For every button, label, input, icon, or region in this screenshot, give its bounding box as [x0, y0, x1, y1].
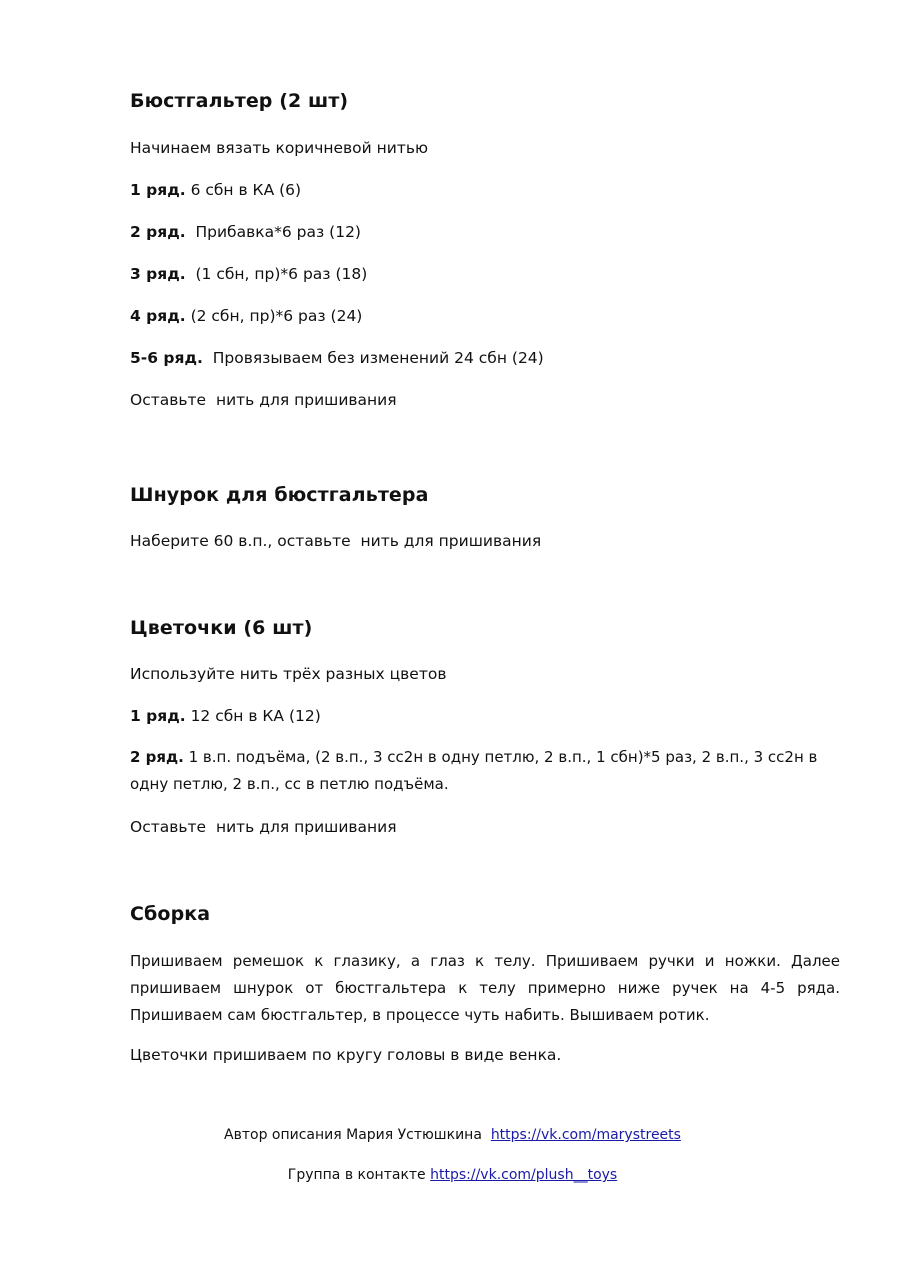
assembly-paragraph-2: Цветочки пришиваем по кругу головы в виде венка.	[130, 1046, 562, 1064]
bra-intro: Начинаем вязать коричневой нитью	[130, 139, 429, 157]
row-label: 1 ряд.	[130, 707, 186, 725]
row-text: (1 сбн, пр)*6 раз (18)	[185, 265, 368, 283]
row-text: 6 сбн в КА (6)	[185, 181, 302, 199]
section-title-flowers: Цветочки (6 шт)	[130, 617, 313, 639]
row-label: 2 ряд.	[130, 748, 184, 766]
flowers-row-1	[130, 707, 321, 725]
flowers-row-2	[130, 744, 840, 798]
row-text: Провязываем без изменений 24 сбн (24)	[202, 349, 544, 367]
section-title-assembly: Сборка	[130, 903, 211, 925]
section-title-bra: Бюстгальтер (2 шт)	[130, 90, 349, 112]
author-link[interactable]: https://vk.com/marystreets	[490, 1127, 681, 1143]
author-label: Автор описания Мария Устюшкина	[224, 1127, 482, 1143]
row-label: 2 ряд.	[130, 223, 186, 241]
row-label: 4 ряд.	[130, 307, 186, 325]
footer-group-line	[0, 1167, 905, 1183]
footer-author-line	[0, 1127, 905, 1143]
row-label: 3 ряд.	[130, 265, 186, 283]
section-title-cord: Шнурок для бюстгальтера	[130, 484, 429, 506]
assembly-paragraph-1: Пришиваем ремешок к глазику, а глаз к телу. Пришиваем ручки и ножки. Далее пришиваем шнурок от бюстгальтера к телу примерно ниже ручек на 4-5 ряда. Пришиваем сам бюстгальтер, в процессе чуть набить. Вышиваем ротик.	[130, 952, 840, 1024]
bra-row-4	[130, 307, 362, 325]
row-label: 5-6 ряд.	[130, 349, 203, 367]
row-text: Прибавка*6 раз (12)	[185, 223, 361, 241]
bra-row-3	[130, 265, 367, 283]
bra-row-5-6	[130, 349, 544, 367]
group-label: Группа в контакте	[287, 1167, 426, 1183]
row-text: 1 в.п. подъёма, (2 в.п., 3 сс2н в одну петлю, 2 в.п., 1 сбн)*5 раз, 2 в.п., 3 сс2н в одну петлю, 2 в.п., сс в петлю подъёма.	[130, 748, 818, 793]
row-text: 12 сбн в КА (12)	[185, 707, 321, 725]
bra-row-1	[130, 181, 301, 199]
row-text: (2 сбн, пр)*6 раз (24)	[185, 307, 363, 325]
bra-row-2	[130, 223, 361, 241]
cord-text: Наберите 60 в.п., оставьте нить для пришивания	[130, 532, 542, 550]
flowers-outro: Оставьте нить для пришивания	[130, 818, 397, 836]
flowers-intro: Используйте нить трёх разных цветов	[130, 665, 447, 683]
group-link[interactable]: https://vk.com/plush__toys	[430, 1167, 618, 1183]
bra-outro: Оставьте нить для пришивания	[130, 391, 397, 409]
row-label: 1 ряд.	[130, 181, 186, 199]
